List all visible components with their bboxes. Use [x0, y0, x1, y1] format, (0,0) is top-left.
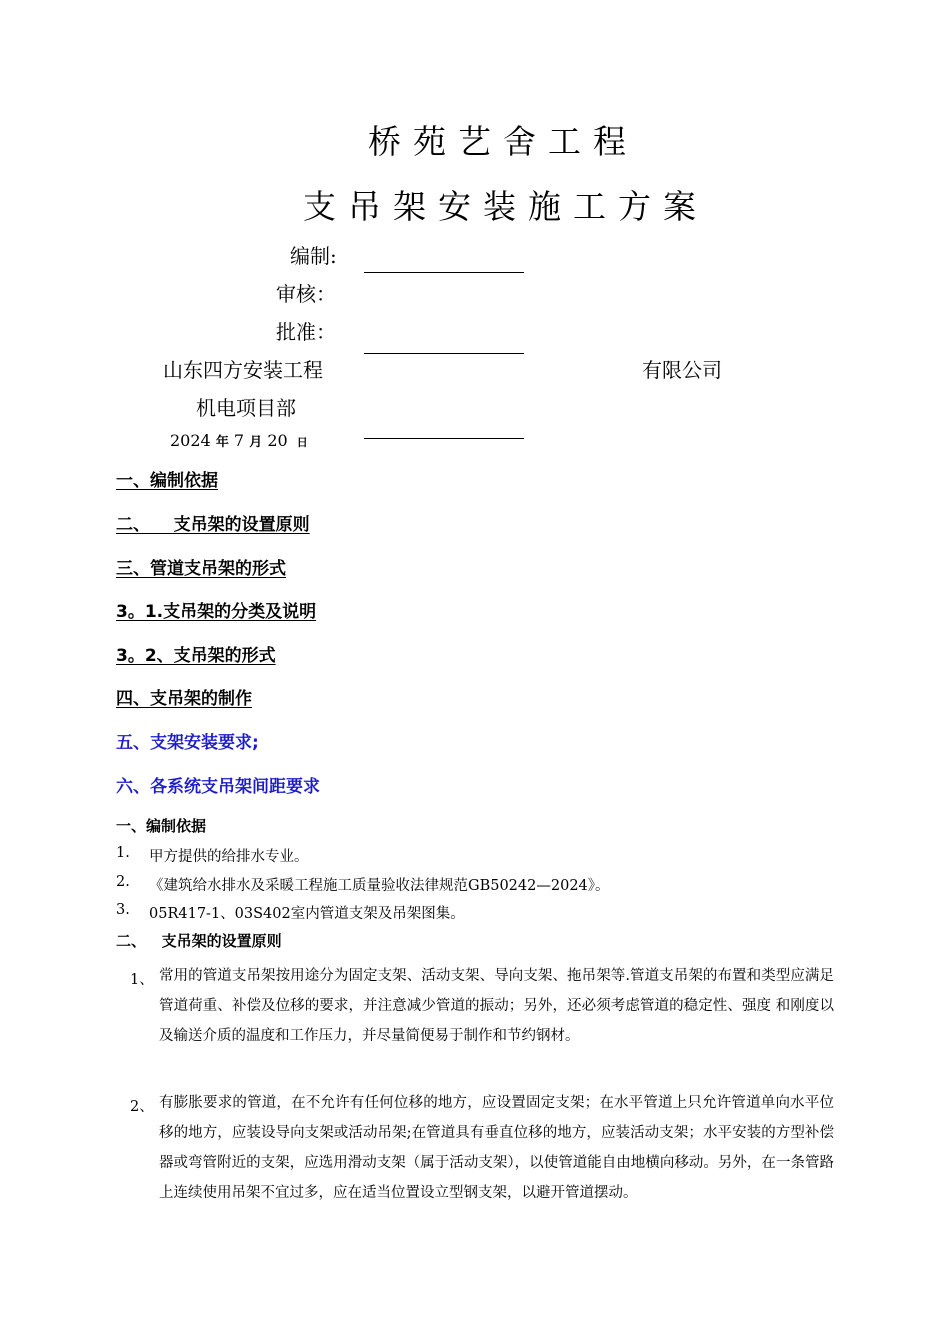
date-line — [364, 438, 524, 439]
company-name-part1: 山东四方安装工程 — [163, 358, 323, 382]
toc-item-2[interactable]: 二、 支吊架的设置原则 — [116, 515, 310, 535]
toc-item-3[interactable]: 三、管道支吊架的形式 — [116, 559, 286, 579]
date-month-unit: 月 — [249, 435, 263, 450]
date-year-unit: 年 — [215, 435, 229, 450]
section1-item2-num: 2. — [116, 874, 130, 890]
date-day-unit: 日 — [296, 436, 308, 449]
approved-label: 批准： — [276, 320, 336, 344]
section2-heading: 二、 支吊架的设置原则 — [116, 932, 282, 950]
section1-heading: 一、编制依据 — [116, 817, 207, 835]
company-dept: 机电项目部 — [196, 396, 296, 420]
date-month: 7 — [233, 431, 245, 450]
toc-item-3-2[interactable]: 3。2、支吊架的形式 — [116, 646, 276, 666]
toc-item-6[interactable]: 六、各系统支吊架间距要求 — [116, 777, 320, 797]
company-name-part2: 有限公司 — [642, 358, 722, 382]
section2-item1-text: 常用的管道支吊架按用途分为固定支架、活动支架、导向支架、拖吊架等.管道支吊架的布置和类型应满足管道荷重、补偿及位移的要求，并注意减少管道的振动；另外，还必须考虑管道的稳定性、强度 和刚度以及输送介质的温度和工作压力，并尽量简便易于制作和节约钢材。 — [159, 968, 834, 1044]
approved-signature-line — [364, 353, 524, 354]
section1-item3-text: 05R417-1、03S402室内管道支架及吊架图集。 — [149, 906, 465, 922]
toc-item-5[interactable]: 五、支架安装要求; — [116, 733, 259, 753]
date-day: 20 — [267, 431, 288, 450]
section2-item1-num: 1、 — [130, 972, 154, 988]
prepared-signature-line — [364, 272, 524, 273]
date — [170, 431, 308, 450]
section1-item2-text: 《建筑给水排水及采暖工程施工质量验收法律规范GB50242—2024》。 — [149, 878, 610, 894]
reviewed-label: 审核： — [276, 282, 336, 306]
section1-item1-text: 甲方提供的给排水专业。 — [149, 849, 309, 865]
prepared-label: 编制: — [290, 244, 337, 268]
section2-item2-num: 2、 — [130, 1099, 154, 1115]
section1-item1-num: 1. — [116, 845, 130, 861]
project-title: 桥苑艺舍工程 — [368, 122, 638, 161]
date-year: 2024 — [170, 431, 211, 450]
section1-item3-num: 3. — [116, 902, 130, 918]
section2-item2-text: 有膨胀要求的管道，在不允许有任何位移的地方，应设置固定支架；在水平管道上只允许管道单向水平位移的地方，应装设导向支架或活动吊架;在管道具有垂直位移的地方，应装活动支架；水平安装的方型补偿器或弯管附近的支架，应选用滑动支架（属于活动支架），以使管道能自由地横向移动。另外，在一条管路上连续使用吊架不宜过多，应在适当位置设立型钢支架，以避开管道摆动。 — [159, 1095, 834, 1201]
toc-item-3-1[interactable]: 3。1.支吊架的分类及说明 — [116, 602, 317, 622]
toc-item-4[interactable]: 四、支吊架的制作 — [116, 689, 252, 709]
toc-item-1[interactable]: 一、编制依据 — [116, 471, 218, 491]
plan-title: 支吊架安装施工方案 — [303, 187, 708, 226]
